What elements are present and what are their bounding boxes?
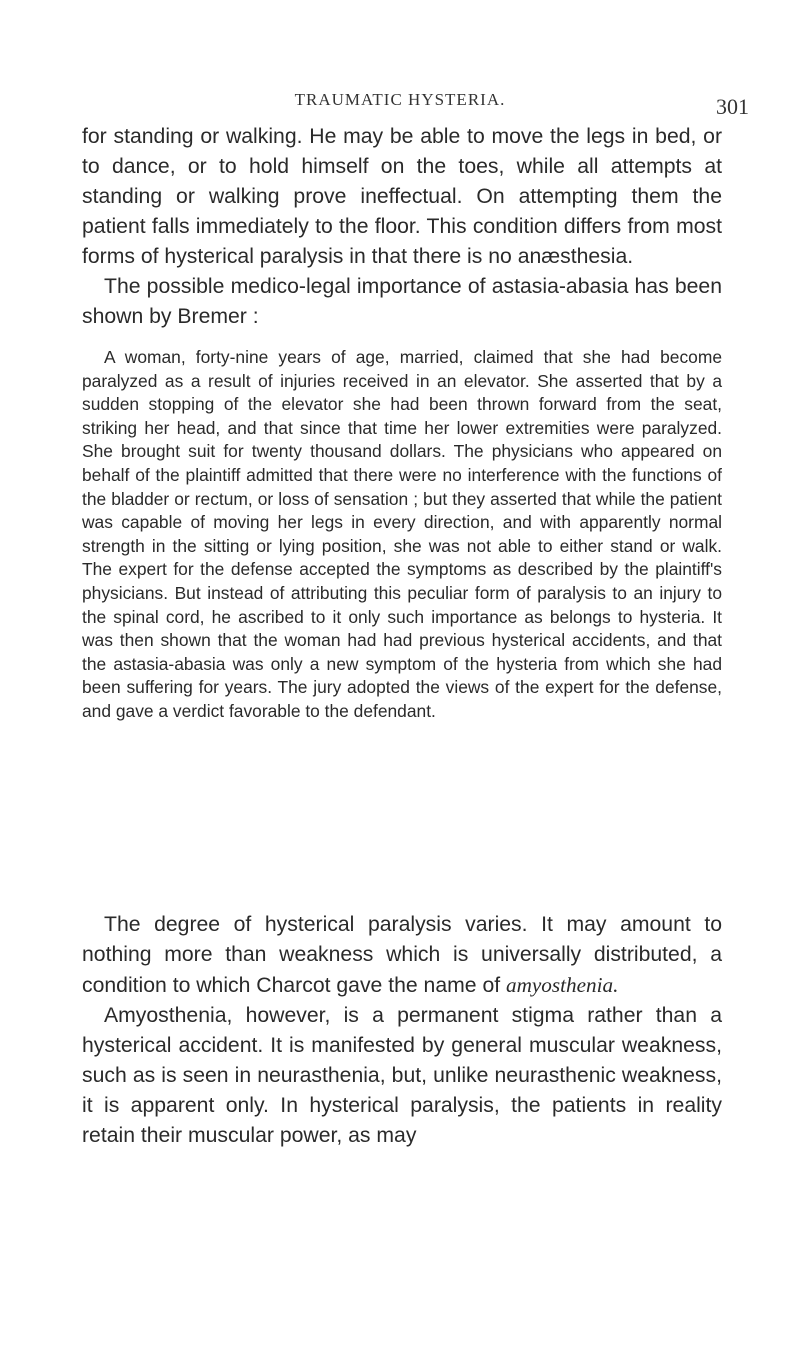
body-text-bottom bbox=[82, 910, 722, 1151]
italic-term-amyosthenia: amyosthenia. bbox=[506, 973, 619, 997]
paragraph-continuation: for standing or walking. He may be able to move the legs in bed, or to dance, or to hold himself on the toes, while all attempts at standing or walking prove ineffectual. On attempting them the patient falls immediately to the floor. This condition differs from most forms of hysterical paralysis in that there is no anæsthesia. bbox=[82, 125, 722, 268]
paragraph-bremer-intro: The possible medico-legal importance of astasia-abasia has been shown by Bremer : bbox=[82, 275, 722, 328]
page-number: 301 bbox=[716, 94, 749, 119]
running-head: TRAUMATIC HYSTERIA. bbox=[294, 90, 506, 109]
body-text-top bbox=[82, 122, 722, 724]
paragraph-amyosthenia-detail: Amyosthenia, however, is a permanent stigma rather than a hysterical accident. It is manifested by general muscular weakness, such as is seen in neurasthenia, but, unlike neurasthenic weakness, it is apparent only. In hysterical paralysis, the patients in reality retain their muscular power, as may bbox=[82, 1004, 722, 1147]
paragraph-amyosthenia-intro bbox=[82, 910, 722, 1001]
paragraph-amyosthenia-text: The degree of hysterical paralysis varies. It may amount to nothing more than weakness which is universally distributed, a condition to which Charcot gave the name of bbox=[82, 913, 722, 997]
block-quote-case: A woman, forty-nine years of age, married, claimed that she had become paralyzed as a result of injuries received in an elevator. She asserted that by a sudden stopping of the elevator she had been thrown forward from the seat, striking her head, and that since that time her lower extremities were paralyzed. She brought suit for twenty thousand dollars. The physicians who appeared on behalf of the plaintiff admitted that there were no interference with the functions of the bladder or rectum, or loss of sensation ; but they asserted that while the patient was capable of moving her legs in every direction, and with apparently normal strength in the sitting or lying position, she was not able to either stand or walk. The expert for the defense accepted the symptoms as described by the plaintiff's physicians. But instead of attributing this peculiar form of paralysis to an injury to the spinal cord, he ascribed to it only such importance as belongs to hysteria. It was then shown that the woman had had previous hysterical accidents, and that the astasia-abasia was only a new symptom of the hysteria from which she had been suffering for years. The jury adopted the views of the expert for the defense, and gave a verdict favorable to the defendant. bbox=[82, 347, 722, 721]
